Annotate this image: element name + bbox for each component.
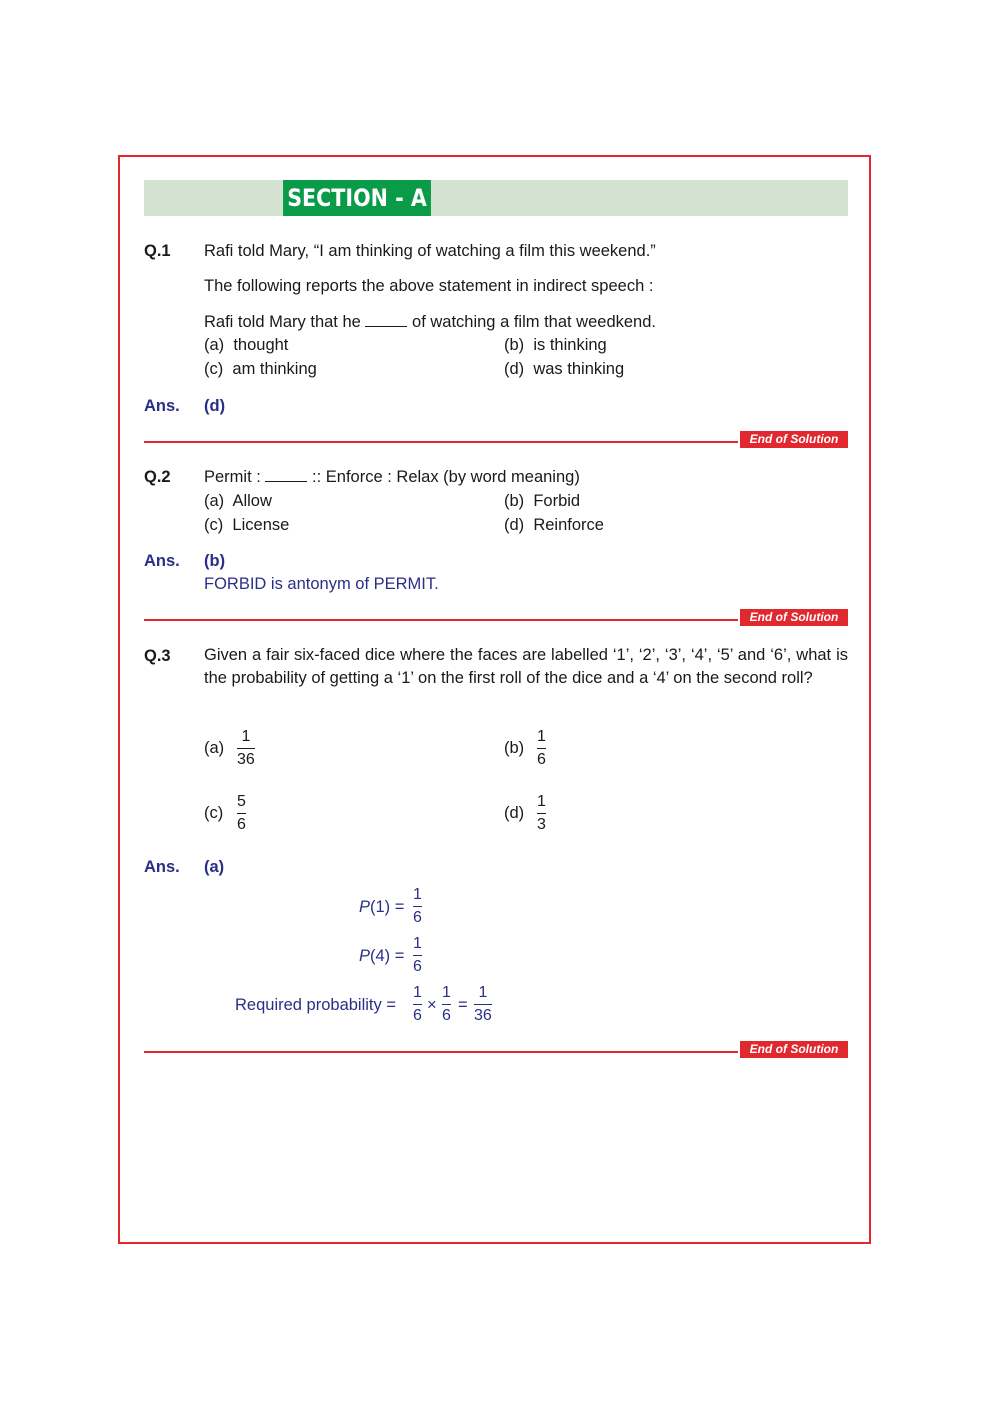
q1-option-b	[504, 335, 607, 355]
times-sign: ×	[427, 996, 437, 1014]
q3-p1-label	[359, 897, 404, 917]
option-text: License	[232, 516, 290, 534]
q3-option-c-fraction	[237, 793, 246, 834]
p-argument: (4)	[370, 947, 391, 965]
q2-stem	[204, 467, 580, 487]
option-text: Reinforce	[533, 516, 604, 534]
q1-line2: The following reports the above statement in indirect speech :	[204, 277, 654, 295]
q3-req-fraction-result	[474, 984, 492, 1025]
q2-option-b	[504, 491, 580, 511]
equals-sign: =	[394, 898, 405, 916]
option-key: (b)	[504, 336, 525, 354]
q3-p1-fraction	[413, 886, 422, 927]
q2-end-rule	[144, 619, 738, 621]
option-text: thought	[233, 336, 289, 354]
q3-end-of-solution: End of Solution	[740, 1041, 848, 1058]
numerator: 1	[413, 886, 422, 903]
p-symbol: P	[359, 947, 371, 965]
denominator: 6	[413, 909, 422, 927]
option-key: (d)	[504, 516, 525, 534]
fraction-bar	[474, 1004, 492, 1005]
denominator: 36	[474, 1007, 492, 1025]
q1-line3-post: of watching a film that weedkend.	[412, 313, 656, 331]
denominator: 36	[237, 751, 255, 769]
q2-number: Q.2	[144, 468, 171, 486]
q3-option-a-key: (a)	[204, 739, 225, 757]
q3-stem: Given a fair six-faced dice where the faces are labelled ‘1’, ‘2’, ‘3’, ‘4’, ‘5’ and ‘6’, what is the probability of getting a ‘1’ on the first roll of the dice and a ‘4’ on the second roll?	[204, 646, 848, 687]
q3-number: Q.3	[144, 647, 171, 665]
q1-option-d	[504, 359, 624, 379]
numerator: 1	[442, 984, 451, 1001]
section-band	[144, 180, 848, 216]
p-argument: (1)	[370, 898, 391, 916]
equals-sign: =	[394, 947, 405, 965]
q3-option-a-fraction	[237, 728, 255, 769]
q2-option-c	[204, 515, 289, 535]
fraction-bar	[237, 813, 246, 814]
q2-blank	[265, 469, 307, 482]
q1-ans-value: (d)	[204, 397, 226, 415]
q3-option-b-fraction	[537, 728, 546, 769]
numerator: 1	[478, 984, 488, 1001]
q1-line1: Rafi told Mary, “I am thinking of watching a film this weekend.”	[204, 242, 656, 260]
fraction-bar	[413, 955, 422, 956]
option-text: am thinking	[232, 360, 317, 378]
equals-sign: =	[458, 996, 468, 1014]
fraction-bar	[413, 1004, 422, 1005]
numerator: 5	[237, 793, 246, 810]
option-key: (a)	[204, 492, 225, 510]
option-key: (c)	[204, 516, 224, 534]
numerator: 1	[537, 793, 546, 810]
q3-p4-fraction	[413, 935, 422, 976]
fraction-bar	[537, 748, 546, 749]
q3-req-fraction-1	[413, 984, 422, 1025]
numerator: 1	[413, 935, 422, 952]
q3-end-rule	[144, 1051, 738, 1053]
q3-ans-value: (a)	[204, 858, 225, 876]
q1-end-of-solution: End of Solution	[740, 431, 848, 448]
denominator: 6	[442, 1007, 451, 1025]
q2-ans-label: Ans.	[144, 552, 180, 570]
equals-sign: =	[386, 996, 396, 1014]
option-text: Forbid	[533, 492, 581, 510]
denominator: 6	[413, 958, 422, 976]
fraction-bar	[237, 748, 255, 749]
option-text: is thinking	[533, 336, 607, 354]
option-key: (d)	[504, 360, 525, 378]
q2-ans-value: (b)	[204, 552, 226, 570]
p-symbol: P	[359, 898, 371, 916]
option-text: Allow	[232, 492, 272, 510]
fraction-bar	[537, 813, 546, 814]
q3-required-label	[235, 995, 396, 1015]
q3-option-d-fraction	[537, 793, 546, 834]
denominator: 6	[537, 751, 546, 769]
q1-end-rule	[144, 441, 738, 443]
fraction-bar	[442, 1004, 451, 1005]
q1-blank	[365, 314, 407, 327]
option-key: (b)	[504, 492, 525, 510]
denominator: 6	[237, 816, 246, 834]
q2-stem-pre: Permit :	[204, 468, 261, 486]
section-title: SECTION - A	[283, 180, 431, 216]
q1-number: Q.1	[144, 242, 171, 260]
q3-option-c-key: (c)	[204, 804, 224, 822]
required-probability-text: Required probability	[235, 996, 382, 1014]
q3-option-b-key: (b)	[504, 739, 525, 757]
q3-req-fraction-2	[442, 984, 451, 1025]
q2-stem-post: :: Enforce : Relax (by word meaning)	[312, 468, 580, 486]
option-text: was thinking	[533, 360, 625, 378]
q1-line3	[204, 312, 656, 332]
numerator: 1	[537, 728, 546, 745]
option-key: (c)	[204, 360, 224, 378]
q1-option-a	[204, 335, 288, 355]
numerator: 1	[241, 728, 251, 745]
q2-option-a	[204, 491, 272, 511]
denominator: 3	[537, 816, 546, 834]
q1-ans-label: Ans.	[144, 397, 180, 415]
denominator: 6	[413, 1007, 422, 1025]
option-key: (a)	[204, 336, 225, 354]
q3-option-d-key: (d)	[504, 804, 525, 822]
q3-ans-label: Ans.	[144, 858, 180, 876]
q2-option-d	[504, 515, 604, 535]
q2-end-of-solution: End of Solution	[740, 609, 848, 626]
q3-p4-label	[359, 946, 404, 966]
q1-line3-pre: Rafi told Mary that he	[204, 313, 361, 331]
fraction-bar	[413, 906, 422, 907]
numerator: 1	[413, 984, 422, 1001]
q1-option-c	[204, 359, 317, 379]
q2-explanation: FORBID is antonym of PERMIT.	[204, 575, 439, 593]
